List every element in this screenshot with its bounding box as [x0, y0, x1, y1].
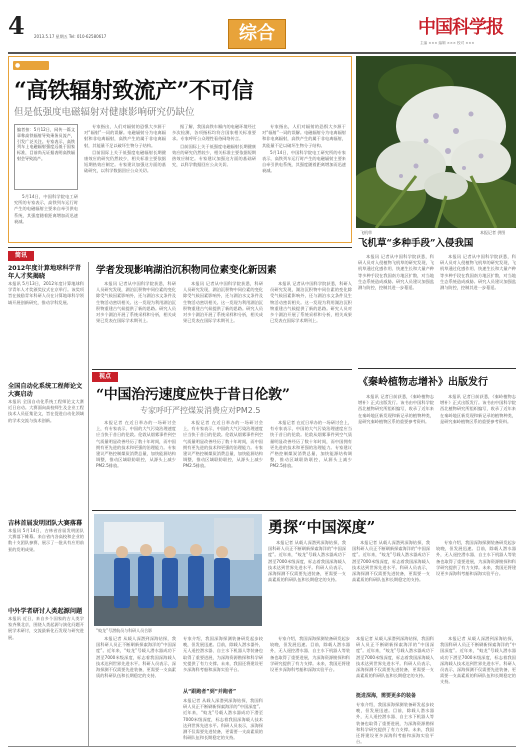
briefs-divider — [88, 262, 89, 746]
feature-body-p3-repeat: 目前国际上关于低强度电磁辐射长期健康效应的研究仍然较少，相关标准主要依据短期热效应制定。专家建议加强这方面的基础研究，以科学数据回应公众关切。 — [172, 143, 256, 168]
feature-headline: “高铁辐射致流产”不可信 — [14, 78, 254, 104]
brief-item-2 — [8, 383, 84, 519]
book-headline: 《秦岭植物志增补》出版发行 — [358, 377, 488, 388]
book-body-p2: 本报讯 记者日前获悉，《秦岭植物志增补》正式出版发行。该书由中国科学院西北植物研究所组织编写，收录了近年来在秦岭地区新发现和新记录的植物种类，是研究秦岭植物区系的重要参考资料。 — [440, 394, 516, 424]
brief-item-1 — [8, 265, 84, 385]
flower-illustration — [356, 56, 516, 228]
book-body-col-2 — [440, 394, 516, 506]
deep-body-col-a — [268, 540, 346, 626]
brief-item-4 — [8, 608, 84, 746]
brief-title-4: 中外学者研讨人类起源问题 — [8, 608, 83, 615]
deep-body-p1: 本报记者 从载人深潜到深海钻探，我国科研人员正不断刷新探索海洋的“中国深度”。近年来，“蛟龙”号载人潜水器成功下潜至7000米级深度，标志着我国深海载人技术达到世界先进水平。科研人员表示，深海探测不仅需要先进装备，更需要一支高素质的科研队伍和长期稳定的支持。 — [268, 540, 346, 583]
lake-body-col-1 — [96, 281, 176, 365]
deep-col-4 — [356, 636, 434, 744]
deep-top-rule — [92, 510, 516, 511]
viewpoint-body-p1: 本报记者 在近日举办的一场研讨会上，有专家表示，中国的大气污染治理速度应当快于昔日的伦敦。伦敦从烟雾事件到空气质量明显改善经历了数十年时间，而中国拥有更先进的技术和更强的治理能力。专家建议严格控制煤炭消费总量，加快能源结构调整，推动区域联防联控，从源头上减少PM2.5排放。 — [96, 420, 176, 469]
brief-text-2: 本报讯 全国自动化系统工程师论文大赛近日启动。大赛面向高校师生及企业工程技术人员征集论文，旨在促进自动化领域的学术交流与技术创新。 — [8, 399, 84, 423]
deep-body-col-1 — [96, 636, 176, 744]
feature-body-p1-repeat: 5月14日，中国科学院电工研究所的专家表示，高铁列车运行时产生的电磁辐射主要来自牵引供电系统，其强度随着距离增加而迅速衰减。 — [262, 149, 346, 174]
briefs-top-rule — [8, 247, 352, 248]
viewpoint-headline: “中国治污速度应快于昔日伦敦” — [96, 387, 290, 403]
brief-item-3 — [8, 520, 84, 594]
plant-caption-left: 飞机草 — [360, 230, 372, 235]
feature-body-p3: 目前国际上关于低强度电磁辐射长期健康效应的研究仍然较少，相关标准主要依据短期热效应制定。专家建议加强这方面的基础研究，以科学数据回应公众关切。 — [84, 149, 166, 174]
deep-body-p4: 本报记者 从载人深潜到深海钻探，我国科研人员正不断刷新探索海洋的“中国深度”。近年来，“蛟龙”号载人潜水器成功下潜至7000米级深度，标志着我国深海载人技术达到世界先进水平。科研人员表示，深海探测不仅需要先进装备，更需要一支高素质的科研队伍和长期稳定的支持。 — [96, 636, 176, 679]
plant-body-col-1 — [358, 254, 434, 364]
deep-body-col-c — [436, 540, 516, 626]
viewpoint-body-col-1 — [96, 420, 176, 506]
viewpoint-body-col-2 — [183, 420, 263, 506]
lake-body-p1: 本报讯 记者从中国科学院获悉，科研人员研究发现，湖泊沉积物中同位素的变化除受气候因素影响外，还与湖泊水文条件及生物活动密切相关。这一发现为利用湖泊沉积物重建古气候提供了新的思路。研究人员对多个湖泊开展了系统采样和分析，相关成果已发表在国际学术期刊上。 — [96, 281, 176, 324]
briefs-label: 简讯 — [14, 252, 27, 259]
plant-photo — [356, 56, 516, 228]
feature-kicker: 科学释疑 — [23, 72, 46, 78]
feature-body-p2: 专家指出，人们对辐射的恐惧大多源于对“辐射”一词的误解。电磁辐射分为电离辐射和非电离辐射，高铁产生的属于非电离辐射，其能量不足以破坏生物分子结构。 — [84, 124, 166, 148]
deep-headline: 勇探“中国深度” — [268, 518, 376, 536]
editor-note: 编者按：5月12日，网传一篇文章称高铁辐射导致乘务员流产，引发广泛关注。专家表示，高铁列车上电磁辐射强度远低于国家标准，目前尚无证据表明高铁辐射会导致流产。 — [17, 127, 75, 161]
briefs-label-box — [8, 251, 34, 261]
deep-subhead-1: 从“跟跑者”到“并跑者” — [183, 689, 237, 695]
book-body-col-1 — [358, 394, 434, 506]
date-tel-line: 2013.5.17 星期五 Tel: 010-62580617 — [34, 34, 107, 39]
deep-photo-caption: “蛟龙”号潜航员与科研人员合影 — [96, 628, 153, 633]
brief-text-1: 本报讯 5月13日，2012年度计算地球科学青年人才奖颁奖仪式在京举行。该奖项旨在鼓励青年科研人员在计算地球科学领域开展创新研究，推动学科发展。 — [8, 281, 84, 305]
deep-body-p10: 本报记者 从载人深潜到深海钻探，我国科研人员正不断刷新探索海洋的“中国深度”。近年来，“蛟龙”号载人潜水器成功下潜至7000米级深度，标志着我国深海载人技术达到世界先进水平。科研人员表示，深海探测不仅需要先进装备，更需要一支高素质的科研队伍和长期稳定的支持。 — [440, 636, 516, 685]
feature-body-col-3 — [172, 124, 256, 240]
editor-note-box — [14, 124, 78, 190]
masthead-logo: 中国科学报 — [418, 17, 503, 38]
viewpoint-subhead: 专家呼吁严控煤炭消费应对PM2.5 — [140, 406, 261, 415]
book-body-p1: 本报讯 记者日前获悉，《秦岭植物志增补》正式出版发行。该书由中国科学院西北植物研究所组织编写，收录了近年来在秦岭地区新发现和新记录的植物种类，是研究秦岭植物区系的重要参考资料。 — [358, 394, 434, 424]
section-title: 综合 — [239, 23, 275, 44]
deep-col-2 — [183, 636, 263, 744]
plant-body-col-2 — [440, 254, 516, 364]
deep-body-p2: 本报记者 从载人深潜到深海钻探，我国科研人员正不断刷新探索海洋的“中国深度”。近年来，“蛟龙”号载人潜水器成功下潜至7000米级深度，标志着我国深海载人技术达到世界先进水平。科研人员表示，深海探测不仅需要先进装备，更需要一支高素质的科研队伍和长期稳定的支持。 — [352, 540, 430, 583]
lake-body-col-3 — [270, 281, 352, 365]
book-top-rule — [358, 368, 516, 369]
deep-body-col-b — [352, 540, 430, 626]
deep-body-p3: 专家介绍，我国深海探测装备研发起步较晚，但发展迅速。目前，除载人潜水器外，无人遥控潜水器、自主水下机器人等装备也取得了重要进展，为深海资源勘探和科学研究提供了有力支撑。未来，我国还将建设更多深海科考船和深海实验平台。 — [436, 540, 516, 577]
deep-body-col-3 — [270, 636, 350, 744]
deep-body-p7: 专家介绍，我国深海探测装备研发起步较晚，但发展迅速。目前，除载人潜水器外，无人遥控潜水器、自主水下机器人等装备也取得了重要进展，为深海资源勘探和科学研究提供了有力支撑。未来，我国还将建设更多深海科考船和深海实验平台。 — [270, 636, 350, 673]
deep-body-p6: 本报记者 从载人深潜到深海钻探，我国科研人员正不断刷新探索海洋的“中国深度”。近年来，“蛟龙”号载人潜水器成功下潜至7000米级深度，标志着我国深海载人技术达到世界先进水平。科研人员表示，深海探测不仅需要先进装备，更需要一支高素质的科研队伍和长期稳定的支持。 — [183, 698, 263, 741]
brief-text-4: 本报讯 近日，来自多个国家的古人类学家齐聚北京，围绕人类起源与演化问题开展学术研讨，交流最新化石发现与研究进展。 — [8, 616, 84, 640]
deep-body-p9: 专家介绍，我国深海探测装备研发起步较晚，但发展迅速。目前，除载人潜水器外，无人遥控潜水器、自主水下机器人等装备也取得了重要进展，为深海资源勘探和科学研究提供了有力支撑。未来，我国还将建设更多深海科考船和深海实验平台。 — [356, 702, 434, 744]
feature-kicker-tag — [13, 61, 49, 78]
feature-body-p2-repeat: 专家指出，人们对辐射的恐惧大多源于对“辐射”一词的误解。电磁辐射分为电离辐射和非电离辐射，高铁产生的属于非电离辐射，其能量不足以破坏生物分子结构。 — [262, 124, 346, 148]
plant-body-p1: 本报讯 记者从中国科学院获悉，科研人员对入侵植物飞机草的研究发现，飞机草通过化感作用、快速生长和大量产种等多种手段在我国南方地区扩散，对当地生态系统造成威胁。研究人员建议加强监测与防控，控制其进一步蔓延。 — [358, 254, 434, 291]
lake-body-col-2 — [183, 281, 263, 365]
brief-text-3: 本报讯 5月14日，吉林省首届发明团队大赛落下帷幕。来自省内各高校和企业的数十支团队参赛，展示了一批具有应用前景的发明成果。 — [8, 528, 84, 552]
brief-title-1: 2012年度计算地球科学青年人才奖揭晓 — [8, 265, 81, 280]
feature-body-p4: 据了解，我国高铁车厢内的电磁环境经过多次检测，各项指标均符合国家相关标准要求。专家呼吁公众理性看待网络传言。 — [172, 124, 256, 142]
plant-caption-right: 本报记者 供图 — [480, 230, 506, 235]
deep-subhead-2: 挺进深海，需要更多的装备 — [356, 693, 417, 699]
viewpoint-body-p2: 本报记者 在近日举办的一场研讨会上，有专家表示，中国的大气污染治理速度应当快于昔日的伦敦。伦敦从烟雾事件到空气质量明显改善经历了数十年时间，而中国拥有更先进的技术和更强的治理能力。专家建议严格控制煤炭消费总量，加快能源结构调整，推动区域联防联控，从源头上减少PM2.5排放。 — [183, 420, 263, 469]
plant-headline: 飞机草“多种手段”入侵我国 — [358, 238, 474, 249]
brief-title-3: 吉林首届发明团队大赛落幕 — [8, 520, 83, 527]
feature-body-p1: 5月14日，中国科学院电工研究所的专家表示，高铁列车运行时产生的电磁辐射主要来自牵引供电系统，其强度随着距离增加而迅速衰减。 — [14, 194, 78, 224]
deep-body-p8: 本报记者 从载人深潜到深海钻探，我国科研人员正不断刷新探索海洋的“中国深度”。近年来，“蛟龙”号载人潜水器成功下潜至7000米级深度，标志着我国深海载人技术达到世界先进水平。科研人员表示，深海探测不仅需要先进装备，更需要一支高素质的科研队伍和长期稳定的支持。 — [356, 636, 434, 679]
deep-body-col-5 — [440, 636, 516, 744]
scientists-photo — [94, 514, 262, 626]
header-rule — [8, 52, 516, 54]
lake-body-p3: 本报讯 记者从中国科学院获悉，科研人员研究发现，湖泊沉积物中同位素的变化除受气候因素影响外，还与湖泊水文条件及生物活动密切相关。这一发现为利用湖泊沉积物重建古气候提供了新的思路。研究人员对多个湖泊开展了系统采样和分析，相关成果已发表在国际学术期刊上。 — [270, 281, 352, 324]
lake-headline: 学者发现影响湖泊沉积物同位素变化新因素 — [96, 265, 277, 276]
page-bottom-rule — [8, 746, 516, 747]
deep-sea-photo — [94, 514, 262, 626]
viewpoint-body-col-3 — [270, 420, 352, 506]
bulb-icon: ● — [15, 62, 21, 69]
feature-subhead: 但是低强度电磁辐射对健康影响研究仍缺位 — [14, 107, 195, 118]
deep-body-p5: 专家介绍，我国深海探测装备研发起步较晚，但发展迅速。目前，除载人潜水器外，无人遥控潜水器、自主水下机器人等装备也取得了重要进展，为深海资源勘探和科学研究提供了有力支撑。未来，我国还将建设更多深海科考船和深海实验平台。 — [183, 636, 263, 673]
feature-body-col-1 — [14, 194, 78, 240]
section-banner — [228, 19, 286, 49]
masthead-sub: 主编 ××× 编辑 ××× 校对 ××× — [420, 41, 475, 45]
brief-title-2: 全国自动化系统工程师论文大赛启动 — [8, 383, 83, 398]
page-number: 4 — [8, 11, 25, 40]
feature-body-col-4 — [262, 124, 346, 240]
viewpoint-top-rule — [92, 369, 352, 370]
plant-body-p2: 本报讯 记者从中国科学院获悉，科研人员对入侵植物飞机草的研究发现，飞机草通过化感作用、快速生长和大量产种等多种手段在我国南方地区扩散，对当地生态系统造成威胁。研究人员建议加强监测与防控，控制其进一步蔓延。 — [440, 254, 516, 291]
feature-body-col-2 — [84, 124, 166, 240]
viewpoint-label-box — [92, 372, 118, 382]
viewpoint-body-p3: 本报记者 在近日举办的一场研讨会上，有专家表示，中国的大气污染治理速度应当快于昔日的伦敦。伦敦从烟雾事件到空气质量明显改善经历了数十年时间，而中国拥有更先进的技术和更强的治理能力。专家建议严格控制煤炭消费总量，加快能源结构调整，推动区域联防联控，从源头上减少PM2.5排放。 — [270, 420, 352, 469]
lake-body-p2: 本报讯 记者从中国科学院获悉，科研人员研究发现，湖泊沉积物中同位素的变化除受气候因素影响外，还与湖泊水文条件及生物活动密切相关。这一发现为利用湖泊沉积物重建古气候提供了新的思路。研究人员对多个湖泊开展了系统采样和分析，相关成果已发表在国际学术期刊上。 — [183, 281, 263, 324]
viewpoint-label: 视点 — [98, 373, 111, 380]
